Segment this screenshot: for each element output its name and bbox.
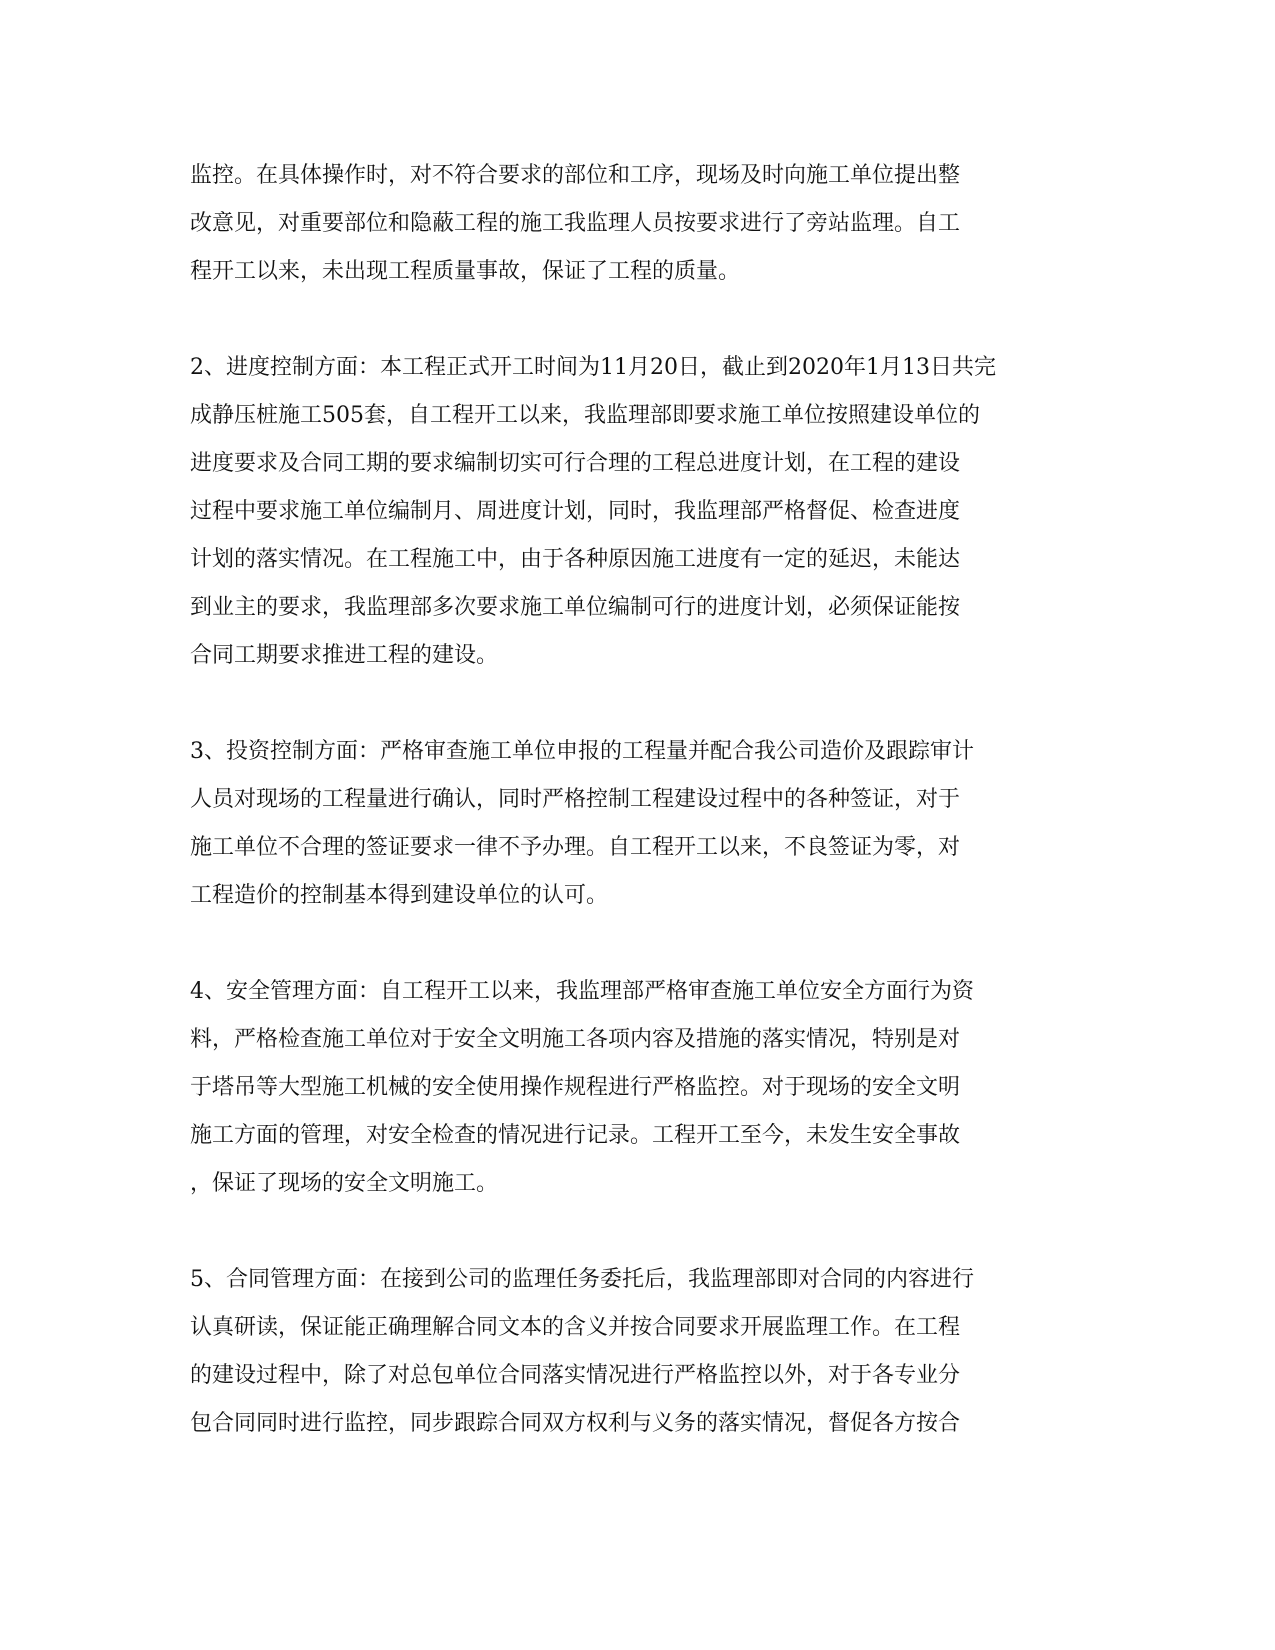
text-line: 5、合同管理方面：在接到公司的监理任务委托后，我监理部即对合同的内容进行 (190, 1267, 974, 1292)
document-body (190, 152, 1060, 1496)
text-line: 2、进度控制方面：本工程正式开工时间为11月20日，截止到2020年1月13日共完 (190, 355, 996, 380)
text-line: ，保证了现场的安全文明施工。 (190, 1171, 499, 1196)
text-line: 工程造价的控制基本得到建设单位的认可。 (190, 883, 609, 908)
paragraph-investment-control (190, 728, 1060, 920)
text-line: 程开工以来，未出现工程质量事故，保证了工程的质量。 (190, 259, 741, 284)
text-line: 合同工期要求推进工程的建设。 (190, 643, 499, 668)
text-line: 成静压桩施工505套，自工程开工以来，我监理部即要求施工单位按照建设单位的 (190, 403, 980, 428)
paragraph-safety-management (190, 968, 1060, 1208)
text-line: 改意见，对重要部位和隐蔽工程的施工我监理人员按要求进行了旁站监理。自工 (190, 211, 961, 236)
text-line: 于塔吊等大型施工机械的安全使用操作规程进行严格监控。对于现场的安全文明 (190, 1075, 961, 1100)
text-line: 施工方面的管理，对安全检查的情况进行记录。工程开工至今，未发生安全事故 (190, 1123, 961, 1148)
text-line: 3、投资控制方面：严格审查施工单位申报的工程量并配合我公司造价及跟踪审计 (190, 739, 974, 764)
paragraph-quality-control (190, 152, 1060, 296)
text-line: 的建设过程中，除了对总包单位合同落实情况进行严格监控以外，对于各专业分 (190, 1363, 961, 1388)
text-line: 4、安全管理方面：自工程开工以来，我监理部严格审查施工单位安全方面行为资 (190, 979, 974, 1004)
text-line: 料，严格检查施工单位对于安全文明施工各项内容及措施的落实情况，特别是对 (190, 1027, 961, 1052)
text-line: 过程中要求施工单位编制月、周进度计划，同时，我监理部严格督促、检查进度 (190, 499, 961, 524)
text-line: 计划的落实情况。在工程施工中，由于各种原因施工进度有一定的延迟，未能达 (190, 547, 961, 572)
text-line: 认真研读，保证能正确理解合同文本的含义并按合同要求开展监理工作。在工程 (190, 1315, 961, 1340)
text-line: 人员对现场的工程量进行确认，同时严格控制工程建设过程中的各种签证，对于 (190, 787, 961, 812)
text-line: 监控。在具体操作时，对不符合要求的部位和工序，现场及时向施工单位提出整 (190, 163, 961, 188)
text-line: 包合同同时进行监控，同步跟踪合同双方权利与义务的落实情况，督促各方按合 (190, 1411, 961, 1436)
paragraph-contract-management (190, 1256, 1060, 1448)
text-line: 到业主的要求，我监理部多次要求施工单位编制可行的进度计划，必须保证能按 (190, 595, 961, 620)
paragraph-schedule-control (190, 344, 1060, 680)
text-line: 施工单位不合理的签证要求一律不予办理。自工程开工以来，不良签证为零，对 (190, 835, 961, 860)
text-line: 进度要求及合同工期的要求编制切实可行合理的工程总进度计划，在工程的建设 (190, 451, 961, 476)
